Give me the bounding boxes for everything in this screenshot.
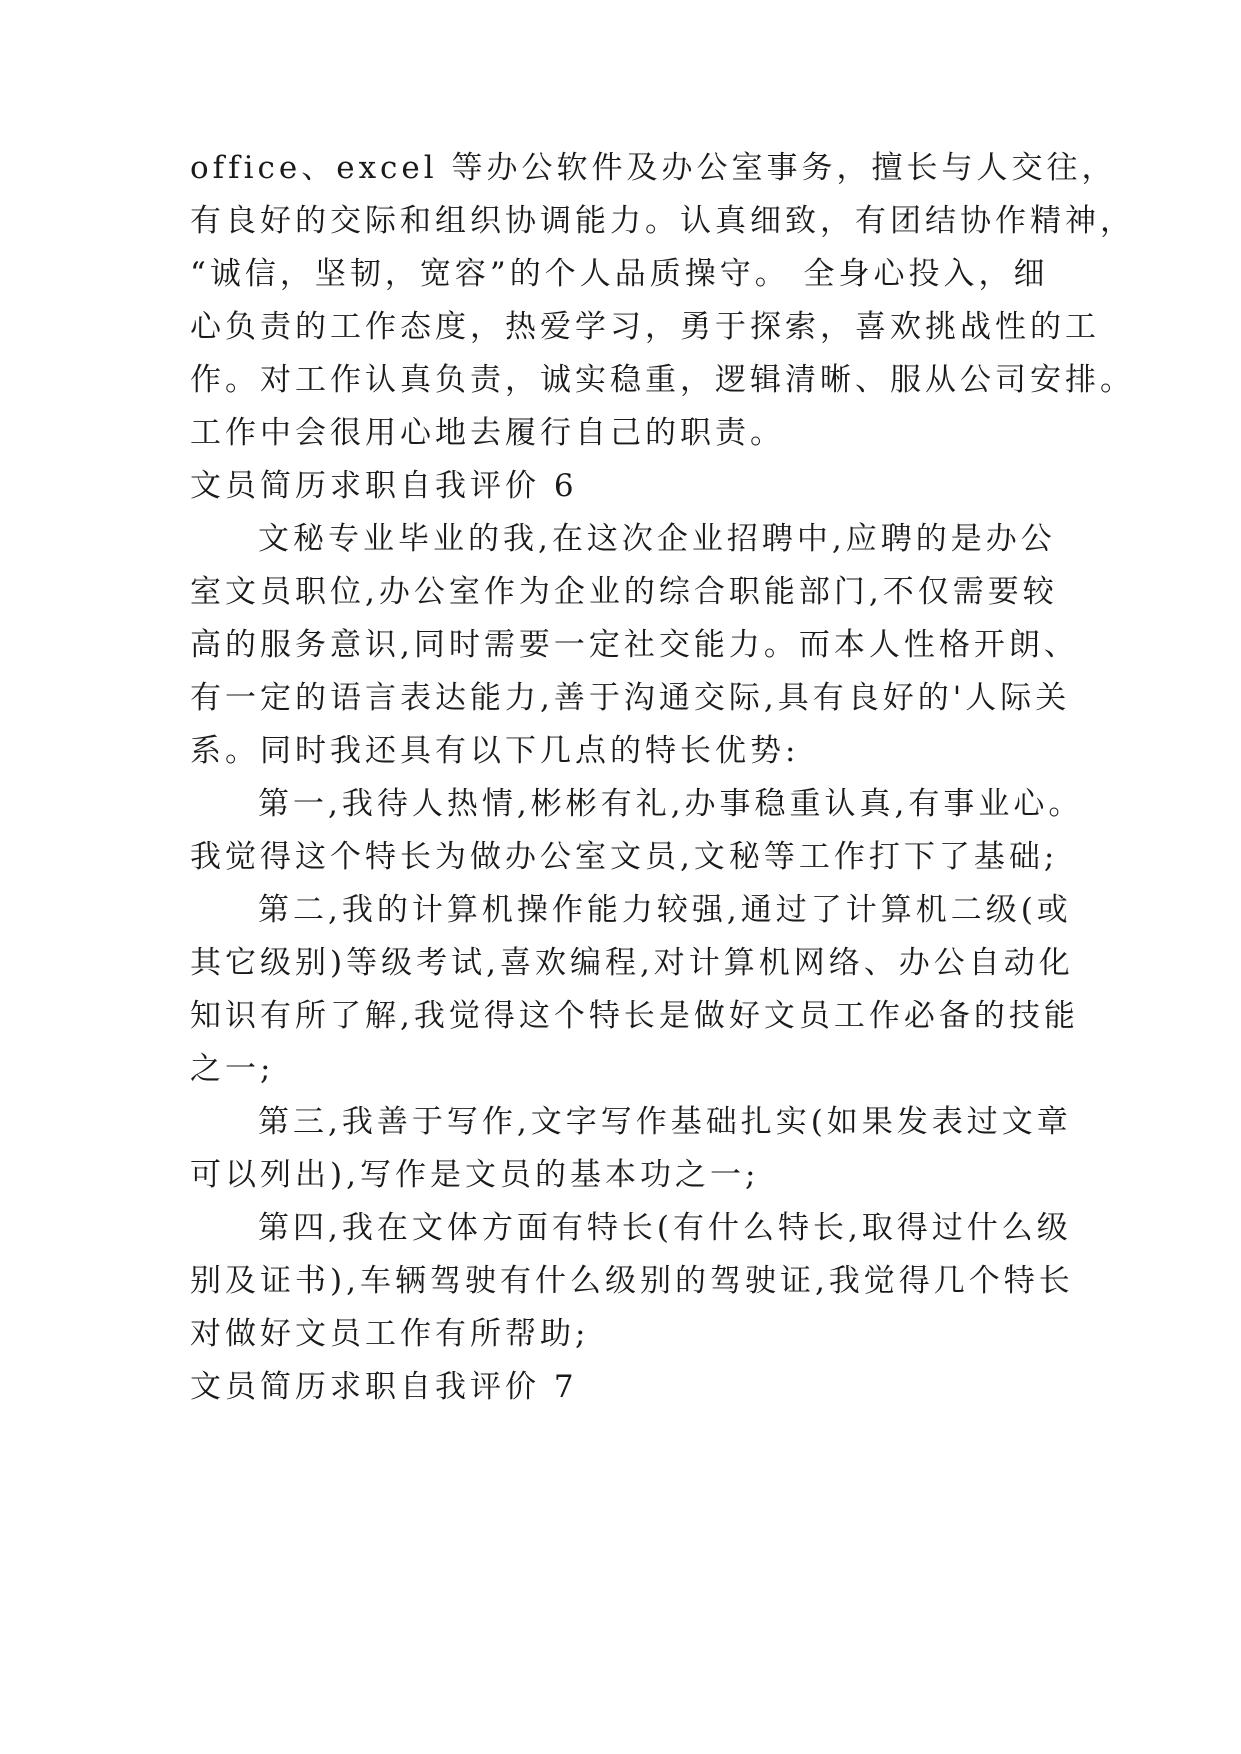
text-line: 系。同时我还具有以下几点的特长优势: — [190, 733, 800, 769]
text-line: 对做好文员工作有所帮助; — [190, 1316, 590, 1352]
paragraph-first-line: 第二,我的计算机操作能力较强,通过了计算机二级(或 — [258, 892, 1072, 928]
text-line: 作。对工作认真负责，诚实稳重，逻辑清晰、服从公司安排。 — [190, 362, 1135, 398]
text-line: 高的服务意识,同时需要一定社交能力。而本人性格开朗、 — [190, 627, 1079, 663]
section-heading: 文员简历求职自我评价 6 — [190, 468, 578, 504]
text-line: 工作中会很用心地去履行自己的职责。 — [190, 415, 785, 451]
text-line: 其它级别)等级考试,喜欢编程,对计算机网络、办公自动化 — [190, 945, 1074, 981]
paragraph-first-line: 第一,我待人热情,彬彬有礼,办事稳重认真,有事业心。 — [258, 786, 1084, 822]
text-line: 别及证书),车辆驾驶有什么级别的驾驶证,我觉得几个特长 — [190, 1263, 1074, 1299]
paragraph-first-line: 第四,我在文体方面有特长(有什么特长,取得过什么级 — [258, 1210, 1072, 1246]
text-line: 心负责的工作态度，热爱学习，勇于探索，喜欢挑战性的工 — [190, 309, 1100, 345]
text-line: 我觉得这个特长为做办公室文员,文秘等工作打下了基础; — [190, 839, 1059, 875]
text-line: “诚信，坚韧，宽容”的个人品质操守。 全身心投入，细 — [190, 256, 1049, 292]
paragraph-first-line: 文秘专业毕业的我,在这次企业招聘中,应聘的是办公 — [258, 521, 1056, 557]
text-line: 室文员职位,办公室作为企业的综合职能部门,不仅需要较 — [190, 574, 1058, 610]
text-line: 有一定的语言表达能力,善于沟通交际,具有良好的'人际关 — [190, 680, 1071, 716]
text-line: office、excel 等办公软件及办公室事务，擅长与人交往， — [190, 150, 1117, 186]
text-line: 有良好的交际和组织协调能力。认真细致，有团结协作精神， — [190, 203, 1135, 239]
text-line: 知识有所了解,我觉得这个特长是做好文员工作必备的技能 — [190, 998, 1079, 1034]
text-line: 可以列出),写作是文员的基本功之一; — [190, 1157, 760, 1193]
paragraph-first-line: 第三,我善于写作,文字写作基础扎实(如果发表过文章 — [258, 1104, 1072, 1140]
text-line: 之一; — [190, 1051, 275, 1087]
section-heading: 文员简历求职自我评价 7 — [190, 1369, 578, 1405]
